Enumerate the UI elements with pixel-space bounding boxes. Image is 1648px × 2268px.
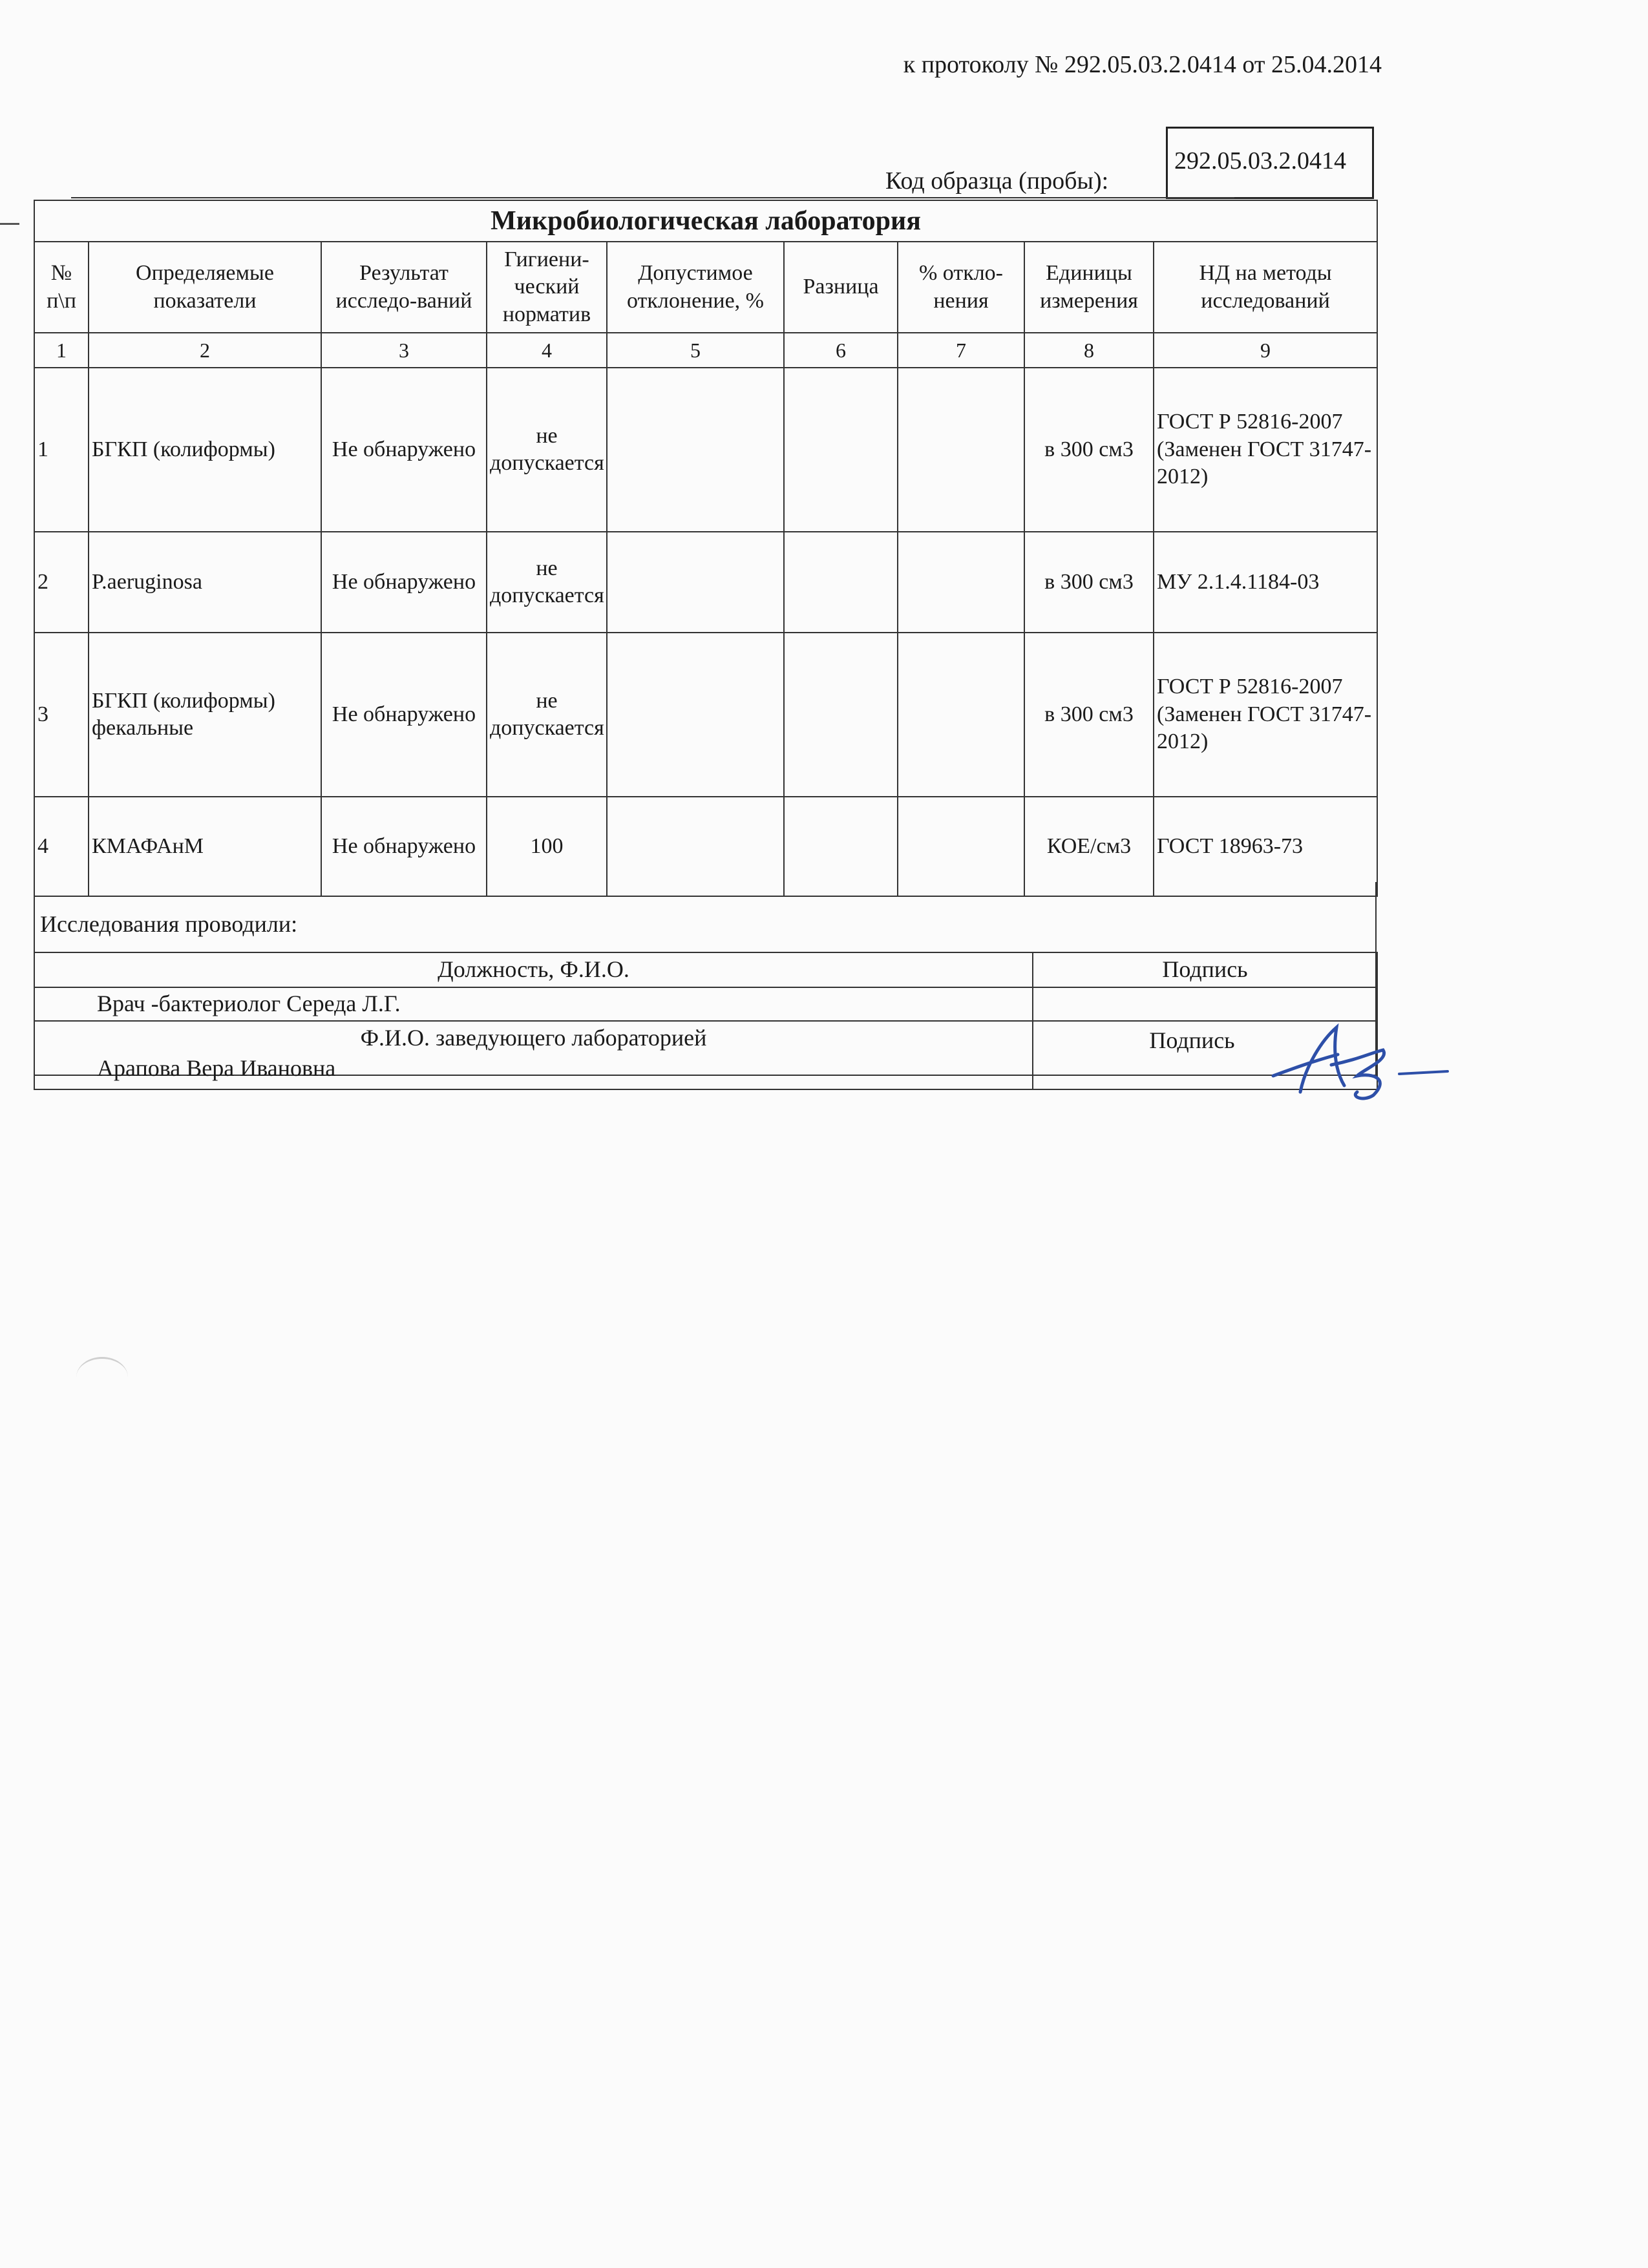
signature-header: Подпись [1033,952,1377,987]
norm-cell: не допускается [487,368,607,532]
signature-section [34,882,1377,1082]
sample-code-value: 292.05.03.2.0414 [1174,147,1346,174]
col-number: 2 [89,333,321,368]
table-row [34,368,1377,532]
allowed-cell [607,797,784,896]
col-header-allowed: Допустимое отклонение, % [607,242,784,333]
col-number: 3 [321,333,487,368]
result-cell: Не обнаружено [321,633,487,797]
row-number: 1 [34,368,89,532]
row-number: 4 [34,797,89,896]
col-number: 1 [34,333,89,368]
sample-code-box [1166,127,1374,199]
col-header-pct: % откло-нения [898,242,1024,333]
pct-cell [898,797,1024,896]
results-table [34,200,1378,897]
col-number: 5 [607,333,784,368]
column-header-row [34,242,1377,333]
result-cell: Не обнаружено [321,368,487,532]
col-number: 4 [487,333,607,368]
col-number: 9 [1154,333,1377,368]
unit-cell: КОЕ/см3 [1024,797,1154,896]
indicator-cell: БГКП (колиформы) фекальные [89,633,321,797]
signature-table [34,952,1378,1090]
col-header-indicator: Определяемые показатели [89,242,321,333]
col-header-number: № п\п [34,242,89,333]
table-row [34,797,1377,896]
pct-cell [898,368,1024,532]
protocol-reference: к протоколу № 292.05.03.2.0414 от 25.04.2014 [903,51,1382,78]
lab-results-section [34,200,1377,1517]
allowed-cell [607,368,784,532]
performer-name: Врач -бактериолог Середа Л.Г. [34,987,1033,1021]
pct-cell [898,532,1024,633]
head-cell [34,1021,1033,1089]
margin-mark [0,223,19,225]
performer-row [34,987,1377,1021]
head-name: Арапова Вера Ивановна [97,1055,336,1082]
lab-title-row [34,200,1377,242]
col-number: 7 [898,333,1024,368]
method-cell: ГОСТ 18963-73 [1154,797,1377,896]
lab-title: Микробиологическая лаборатория [34,200,1377,242]
method-cell: МУ 2.1.4.1184-03 [1154,532,1377,633]
norm-cell: не допускается [487,532,607,633]
method-cell: ГОСТ Р 52816-2007 (Заменен ГОСТ 31747-2012) [1154,633,1377,797]
col-header-norm: Гигиени-ческий норматив [487,242,607,333]
head-signature-header: Подпись [1149,1027,1235,1053]
handwritten-signature [1260,1014,1454,1111]
indicator-cell: БГКП (колиформы) [89,368,321,532]
table-row [34,532,1377,633]
performed-by-label: Исследования проводили: [40,911,298,937]
diff-cell [784,633,898,797]
row-number: 3 [34,633,89,797]
allowed-cell [607,633,784,797]
diff-cell [784,532,898,633]
pct-cell [898,633,1024,797]
row-number: 2 [34,532,89,633]
signature-header-row [34,952,1377,987]
punch-hole-mark [76,1357,128,1398]
title-rule [71,197,1234,198]
indicator-cell: КМАФАнМ [89,797,321,896]
allowed-cell [607,532,784,633]
col-number: 8 [1024,333,1154,368]
column-number-row [34,333,1377,368]
method-cell: ГОСТ Р 52816-2007 (Заменен ГОСТ 31747-2012) [1154,368,1377,532]
col-header-result: Результат исследо-ваний [321,242,487,333]
head-row [34,1021,1377,1089]
col-header-unit: Единицы измерения [1024,242,1154,333]
table-row [34,633,1377,797]
unit-cell: в 300 см3 [1024,368,1154,532]
result-cell: Не обнаружено [321,532,487,633]
unit-cell: в 300 см3 [1024,633,1154,797]
sample-code-label: Код образца (пробы): [885,167,1109,194]
indicator-cell: P.aeruginosa [89,532,321,633]
diff-cell [784,368,898,532]
head-label: Ф.И.О. заведующего лабораторией [360,1025,707,1051]
diff-cell [784,797,898,896]
col-header-method: НД на методы исследований [1154,242,1377,333]
col-header-diff: Разница [784,242,898,333]
unit-cell: в 300 см3 [1024,532,1154,633]
result-cell: Не обнаружено [321,797,487,896]
position-header: Должность, Ф.И.О. [34,952,1033,987]
col-number: 6 [784,333,898,368]
norm-cell: 100 [487,797,607,896]
norm-cell: не допускается [487,633,607,797]
